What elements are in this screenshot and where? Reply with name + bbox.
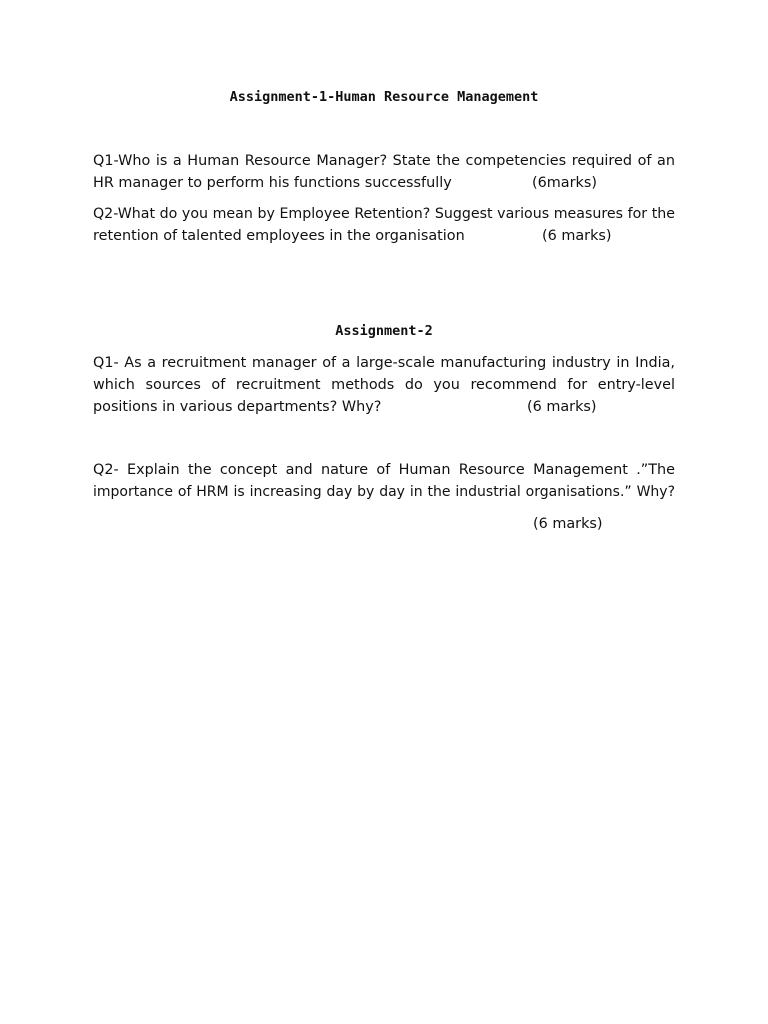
assignment-1-question-1 — [93, 150, 675, 194]
question-line: importance of HRM is increasing day by day in the industrial organisations.” Why? — [93, 484, 675, 500]
question-line: Q2-What do you mean by Employee Retention? Suggest various measures for the — [93, 206, 675, 222]
assignment-1-title: Assignment-1-Human Resource Management — [229, 89, 539, 105]
assignment-2-question-1 — [93, 352, 675, 418]
question-line-with-marks — [93, 225, 675, 247]
question-line: Q1-Who is a Human Resource Manager? State the competencies required of an — [93, 153, 675, 169]
assignment-1-question-2 — [93, 203, 675, 247]
marks-label: (6 marks) — [527, 399, 597, 415]
question-line: Q2- Explain the concept and nature of Human Resource Management .”The — [93, 462, 675, 478]
question-line: Q1- As a recruitment manager of a large-scale manufacturing industry in India, — [93, 355, 675, 371]
marks-label: (6marks) — [532, 175, 597, 191]
question-line: HR manager to perform his functions successfully — [93, 175, 452, 191]
question-line-with-marks — [93, 172, 675, 194]
marks-label: (6 marks) — [533, 516, 603, 532]
question-line-with-marks — [93, 396, 675, 418]
question-line: which sources of recruitment methods do you recommend for entry-level — [93, 377, 675, 393]
question-line: retention of talented employees in the organisation — [93, 228, 465, 244]
assignment-2-question-2 — [93, 459, 675, 503]
question-line: positions in various departments? Why? — [93, 399, 382, 415]
marks-label: (6 marks) — [542, 228, 612, 244]
assignment-2-title: Assignment-2 — [335, 323, 433, 339]
